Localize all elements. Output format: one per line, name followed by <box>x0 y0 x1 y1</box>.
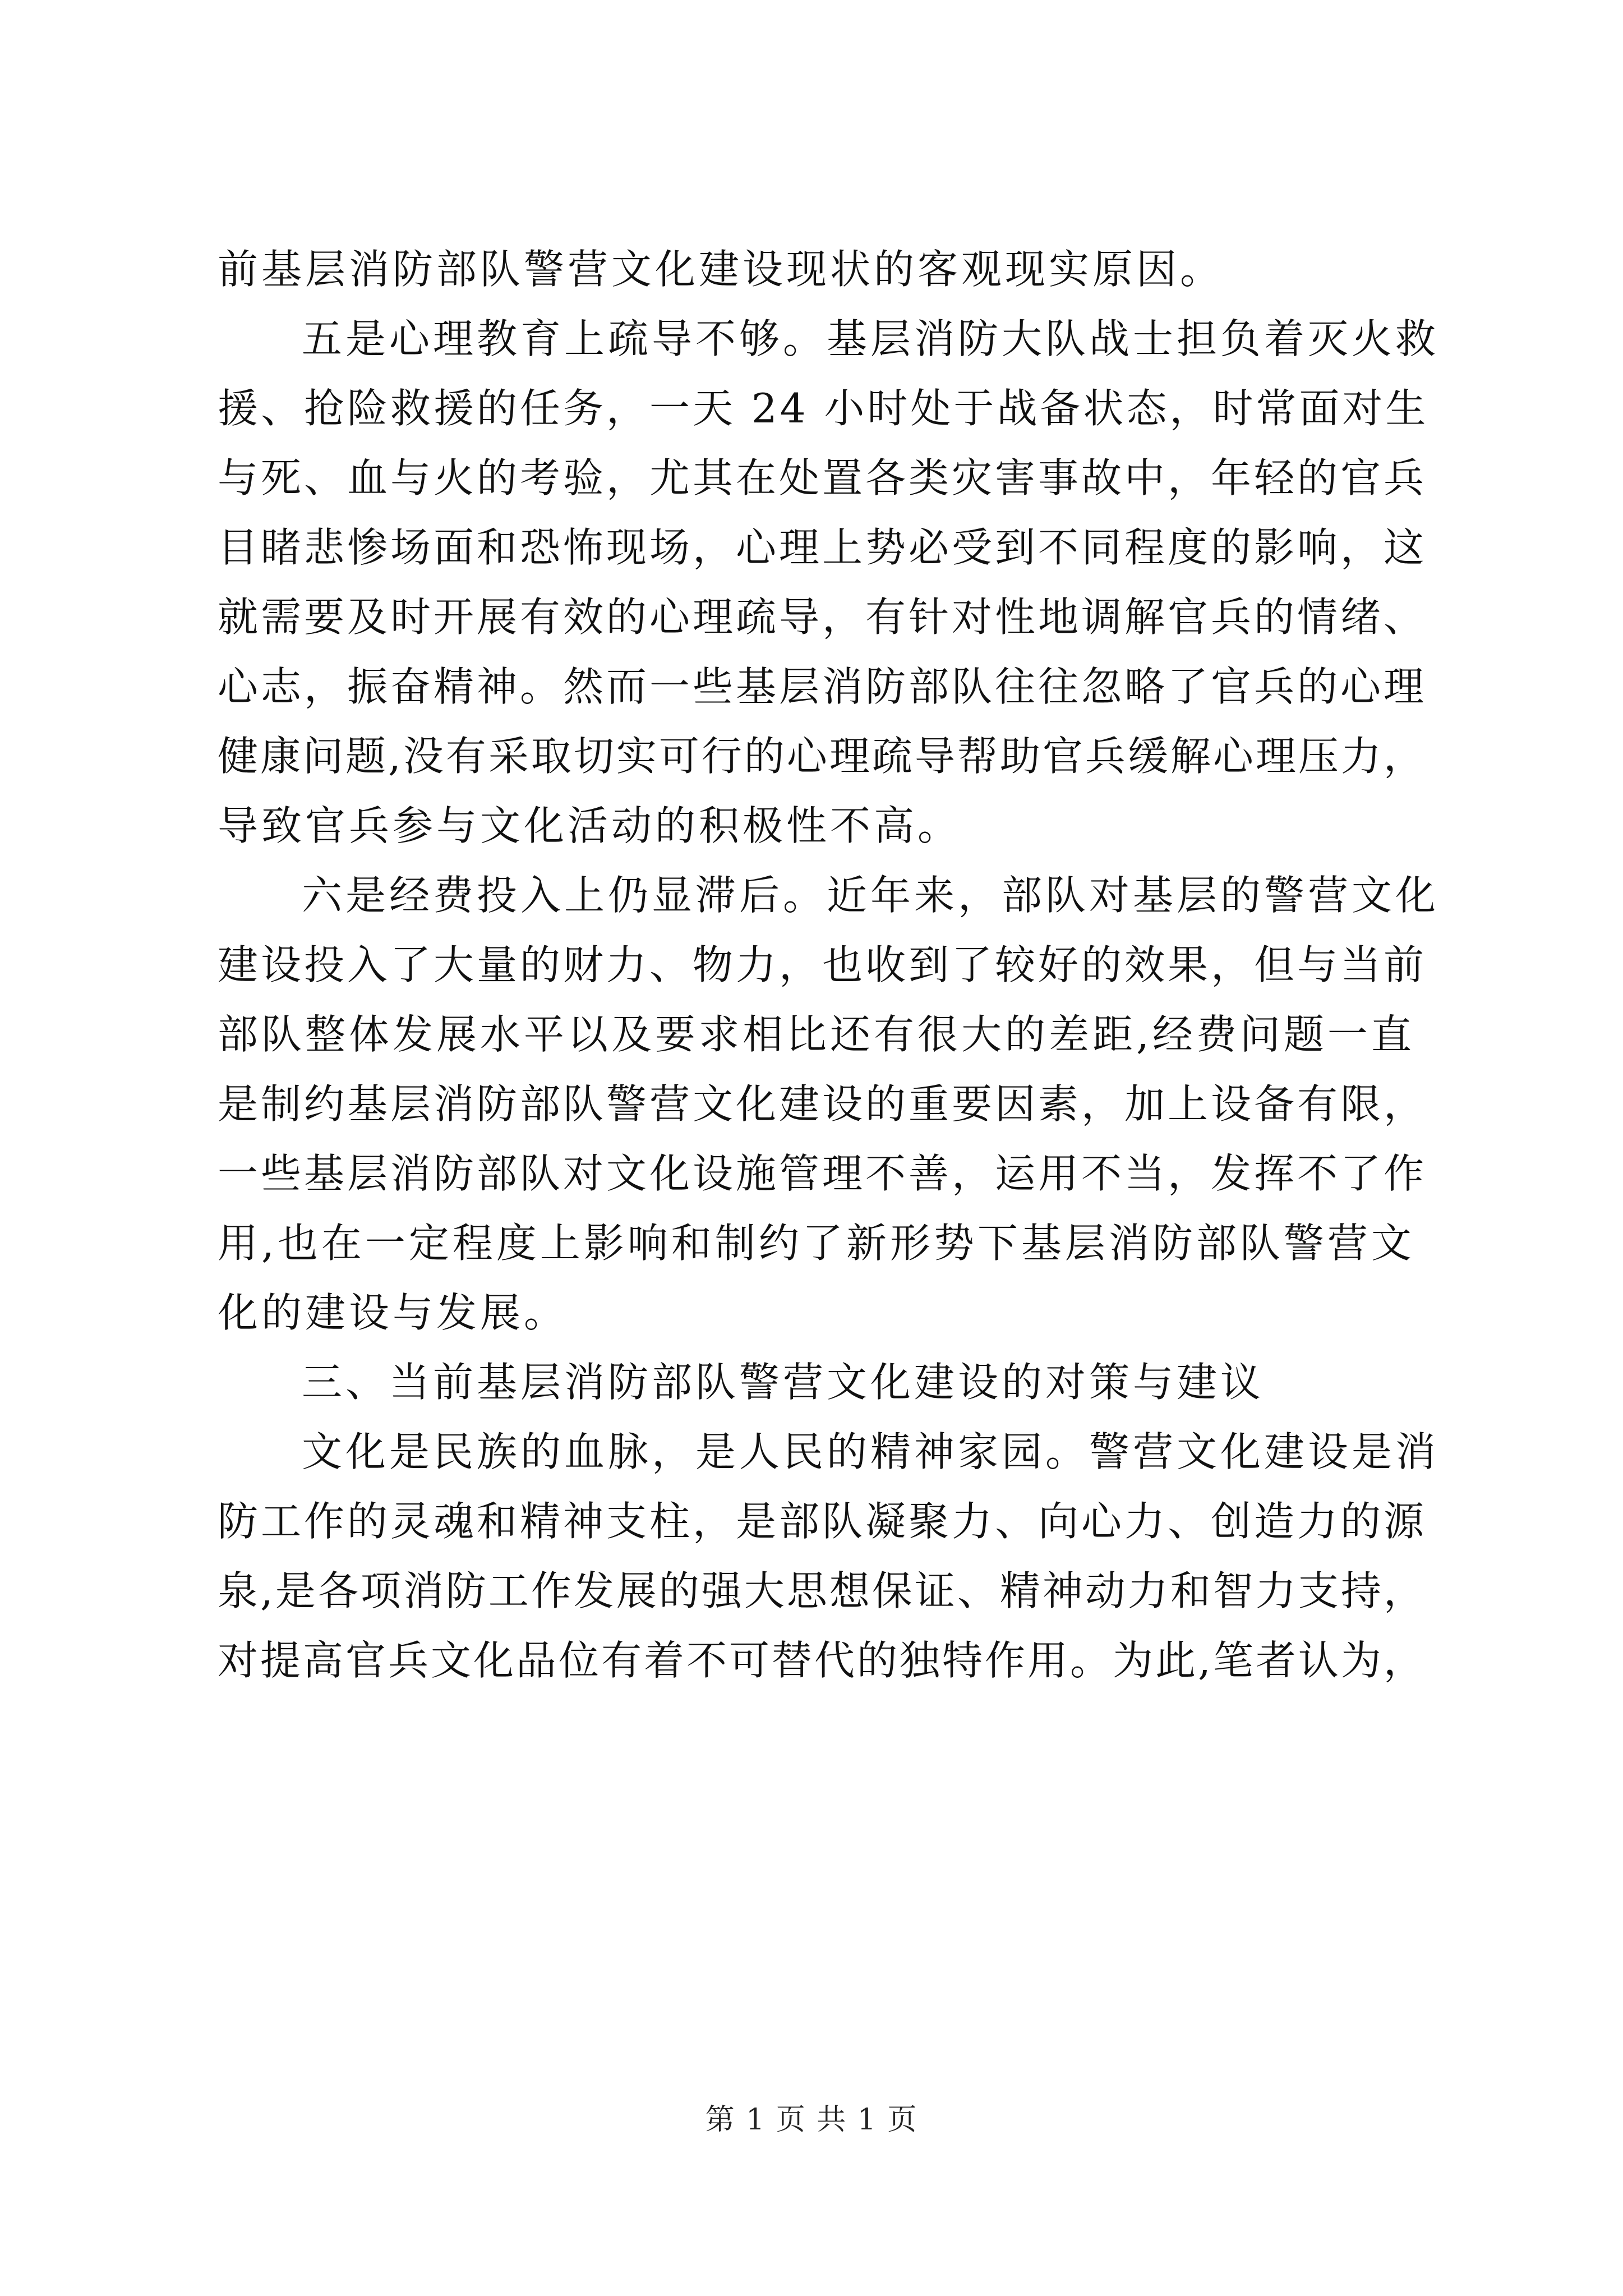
text-line: 目睹悲惨场面和恐怖现场，心理上势必受到不同程度的影响，这 <box>218 524 1427 571</box>
text-line: 化的建设与发展。 <box>218 1289 568 1336</box>
section-heading: 三、当前基层消防部队警营文化建设的对策与建议 <box>302 1359 1265 1406</box>
paragraph-6-line-1: 六是经费投入上仍显滞后。近年来，部队对基层的警营文化 <box>302 872 1440 919</box>
text-line: 泉,是各项消防工作发展的强大思想保证、精神动力和智力支持， <box>218 1567 1426 1614</box>
paragraph-5-line-1: 五是心理教育上疏导不够。基层消防大队战士担负着灭火救 <box>302 315 1440 362</box>
text-line: 用,也在一定程度上影响和制约了新形势下基层消防部队警营文 <box>218 1220 1415 1267</box>
text-line: 建设投入了大量的财力、物力，也收到了较好的效果，但与当前 <box>218 941 1427 988</box>
text-line: 心志，振奋精神。然而一些基层消防部队往往忽略了官兵的心理 <box>218 663 1427 710</box>
text-line: 援、抢险救援的任务，一天 24 小时处于战备状态，时常面对生 <box>218 385 1429 432</box>
text-line: 健康问题,没有采取切实可行的心理疏导帮助官兵缓解心理压力， <box>218 733 1426 780</box>
text-line: 就需要及时开展有效的心理疏导，有针对性地调解官兵的情绪、 <box>218 593 1427 641</box>
document-body <box>218 234 1440 1695</box>
text-line: 是制约基层消防部队警营文化建设的重要因素，加上设备有限， <box>218 1080 1427 1128</box>
page-number-footer: 第 1 页 共 1 页 <box>705 2103 918 2137</box>
text-line: 与死、血与火的考验，尤其在处置各类灾害事故中，年轻的官兵 <box>218 454 1427 501</box>
text-line: 防工作的灵魂和精神支柱，是部队凝聚力、向心力、创造力的源 <box>218 1498 1427 1545</box>
paragraph-7-line-1: 文化是民族的血脉，是人民的精神家园。警营文化建设是消 <box>302 1428 1440 1475</box>
text-line: 前基层消防部队警营文化建设现状的客观现实原因。 <box>218 246 1224 293</box>
text-line: 部队整体发展水平以及要求相比还有很大的差距,经费问题一直 <box>218 1011 1415 1058</box>
text-line: 对提高官兵文化品位有着不可替代的独特作用。为此,笔者认为， <box>218 1637 1426 1684</box>
text-line: 一些基层消防部队对文化设施管理不善，运用不当，发挥不了作 <box>218 1150 1427 1197</box>
text-line: 导致官兵参与文化活动的积极性不高。 <box>218 802 962 849</box>
